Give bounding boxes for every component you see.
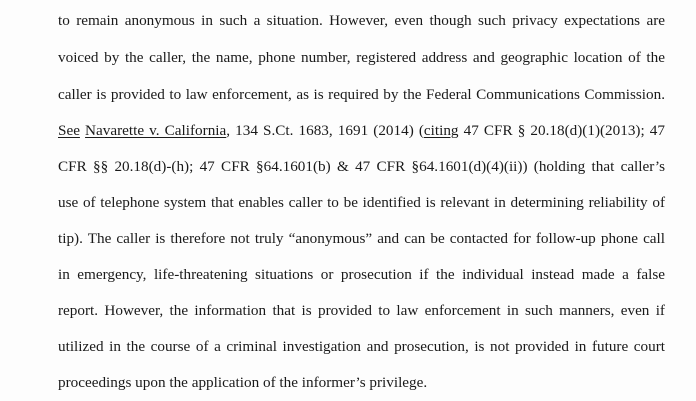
signal-citing: citing <box>423 122 459 139</box>
text-line-7 <box>58 230 665 248</box>
line-text: to remain anonymous in such a situation. However, even though such privacy expectations are <box>58 12 665 29</box>
case-name: Navarette v. California <box>85 122 227 139</box>
text-line-6 <box>58 194 665 212</box>
text-line-5 <box>58 158 665 176</box>
line-text: caller is provided to law enforcement, as is required by the Federal Communications Commission. <box>58 86 665 103</box>
line-text: tip). The caller is therefore not truly “anonymous” and can be contacted for follow-up phone call <box>58 230 665 247</box>
text-line-1 <box>58 12 665 30</box>
text-line-2 <box>58 49 665 67</box>
line-text: in emergency, life-threatening situations or prosecution if the individual instead made a false <box>58 266 665 283</box>
text-line-11 <box>58 374 665 392</box>
text-line-4 <box>58 122 665 140</box>
text-line-8 <box>58 266 665 284</box>
text-line-9 <box>58 302 665 320</box>
citation-text: , 134 S.Ct. 1683, 1691 (2014) ( <box>226 122 424 139</box>
line-text: utilized in the course of a criminal investigation and prosecution, is not provided in future court <box>58 338 665 355</box>
line-text: proceedings upon the application of the informer’s privilege. <box>58 374 428 391</box>
line-text: CFR §§ 20.18(d)-(h); 47 CFR §64.1601(b) & 47 CFR §64.1601(d)(4)(ii)) (holding that caller’s <box>58 158 665 175</box>
line-text: voiced by the caller, the name, phone number, registered address and geographic location of the <box>58 49 665 66</box>
citation-text-cont: 47 CFR § 20.18(d)(1)(2013); 47 <box>458 122 665 139</box>
signal-see: See <box>58 122 80 139</box>
text-line-3 <box>58 86 665 104</box>
line-text: use of telephone system that enables caller to be identified is relevant in determining reliability of <box>58 194 665 211</box>
line-text: report. However, the information that is provided to law enforcement in such manners, even if <box>58 302 665 319</box>
text-line-10 <box>58 338 665 356</box>
